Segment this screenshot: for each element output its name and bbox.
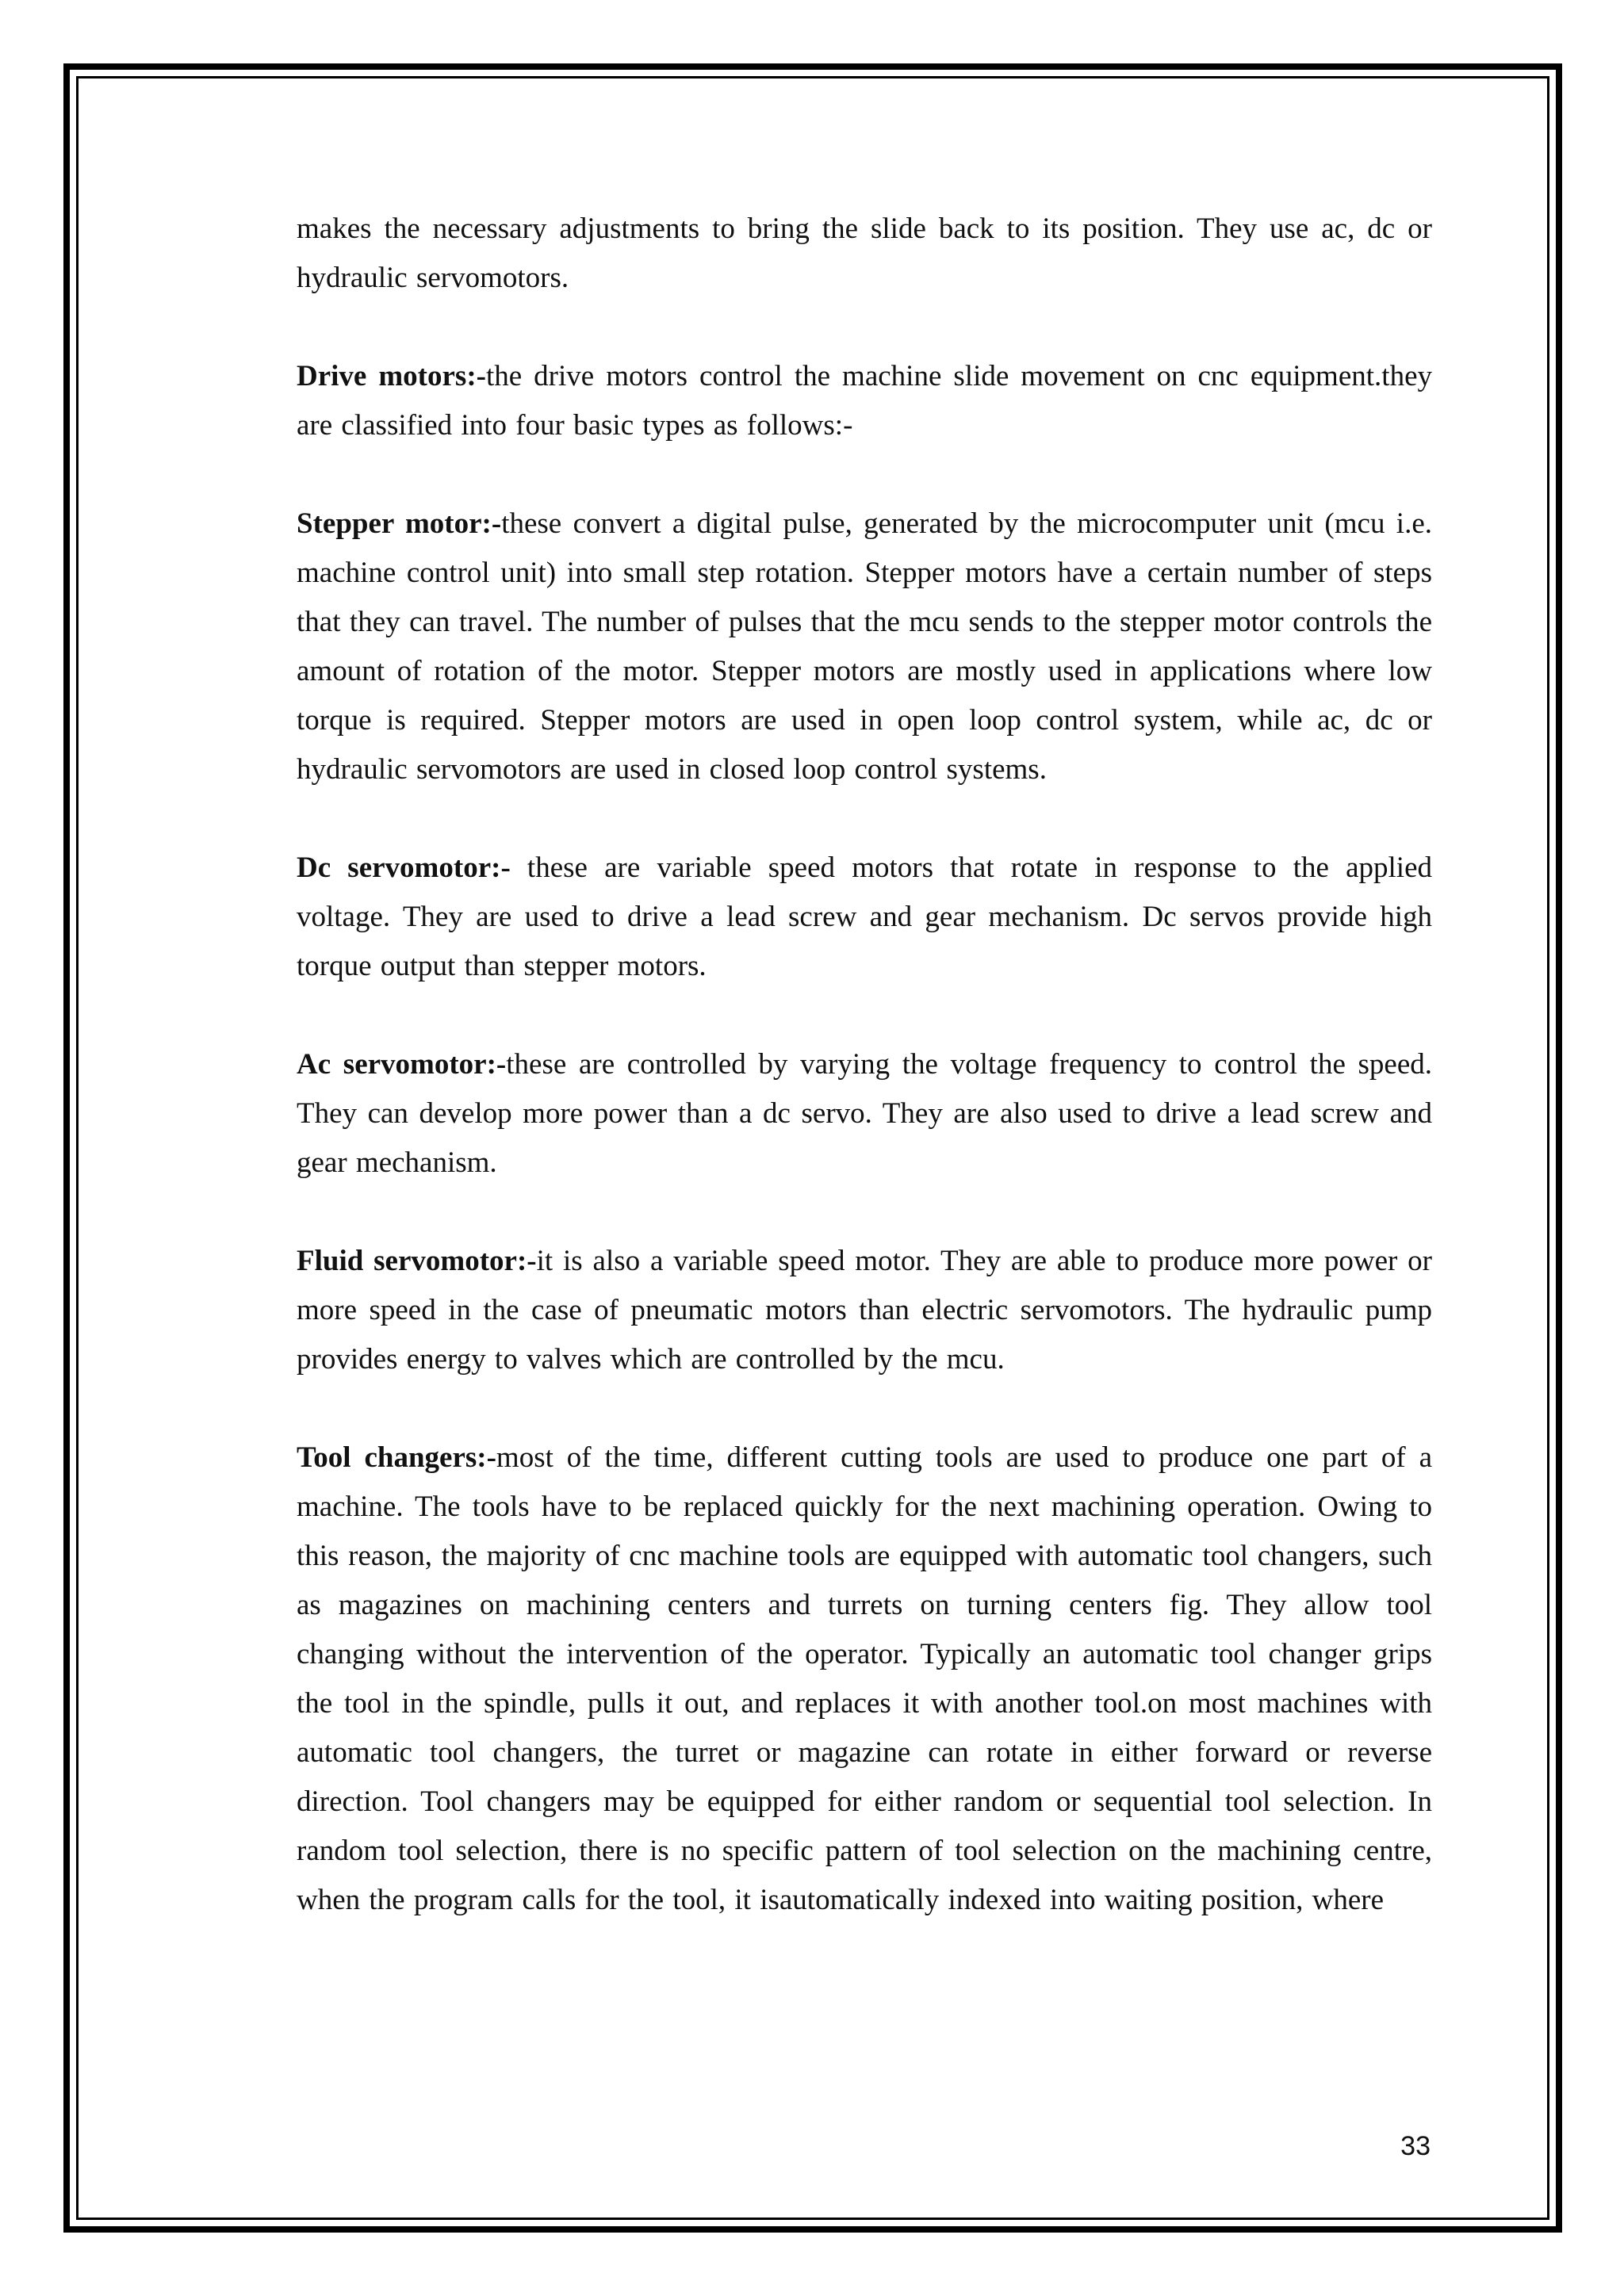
paragraph-drive-motors <box>297 352 1432 450</box>
page-content <box>297 205 1432 1974</box>
paragraph-text: these are variable speed motors that rotate in response to the applied voltage. They are used to drive a lead screw and gear mechanism. Dc servos provide high torque output than stepper motors. <box>297 851 1432 982</box>
paragraph-heading: Stepper motor:- <box>297 507 502 540</box>
paragraph-text: most of the time, different cutting tools are used to produce one part of a machine. The tools have to be replaced quickly for the next machining operation. Owing to this reason, the majority of cnc machine tools are equipped with automatic tool changers, such as magazines on machining centers and turrets on turning centers fig. They allow tool changing without the intervention of the operator. Typically an automatic tool changer grips the tool in the spindle, pulls it out, and replaces it with another tool.on most machines with automatic tool changers, the turret or magazine can rotate in either forward or reverse direction. Tool changers may be equipped for either random or sequential tool selection. In random tool selection, there is no specific pattern of tool selection on the machining centre, when the program calls for the tool, it isautomatically indexed into waiting position, where <box>297 1441 1432 1916</box>
paragraph-text: these convert a digital pulse, generated by the microcomputer unit (mcu i.e. machine control unit) into small step rotation. Stepper motors have a certain number of steps that they can travel. The number of pulses that the mcu sends to the stepper motor controls the amount of rotation of the motor. Stepper motors are mostly used in applications where low torque is required. Stepper motors are used in open loop control system, while ac, dc or hydraulic servomotors are used in closed loop control systems. <box>297 507 1432 786</box>
paragraph-heading: Fluid servomotor:- <box>297 1245 537 1277</box>
paragraph-ac-servomotor <box>297 1040 1432 1188</box>
page-number: 33 <box>1400 2131 1431 2161</box>
paragraph-dc-servomotor <box>297 844 1432 991</box>
paragraph-fluid-servomotor <box>297 1237 1432 1384</box>
paragraph-continuation <box>297 205 1432 303</box>
paragraph-text: makes the necessary adjustments to bring the slide back to its position. They use ac, dc or hydraulic servomotors. <box>297 212 1432 294</box>
paragraph-stepper-motor <box>297 499 1432 794</box>
paragraph-heading: Tool changers:- <box>297 1441 496 1474</box>
paragraph-text: these are controlled by varying the voltage frequency to control the speed. They can develop more power than a dc servo. They are also used to drive a lead screw and gear mechanism. <box>297 1048 1433 1179</box>
paragraph-text: it is also a variable speed motor. They are able to produce more power or more speed in the case of pneumatic motors than electric servomotors. The hydraulic pump provides energy to valves which are controlled by the mcu. <box>297 1245 1432 1376</box>
paragraph-heading: Drive motors:- <box>297 360 486 392</box>
paragraph-text: the drive motors control the machine slide movement on cnc equipment.they are classified into four basic types as follows:- <box>297 360 1432 442</box>
paragraph-tool-changers <box>297 1433 1432 1925</box>
paragraph-heading: Dc servomotor:- <box>297 851 511 884</box>
paragraph-heading: Ac servomotor:- <box>297 1048 507 1081</box>
